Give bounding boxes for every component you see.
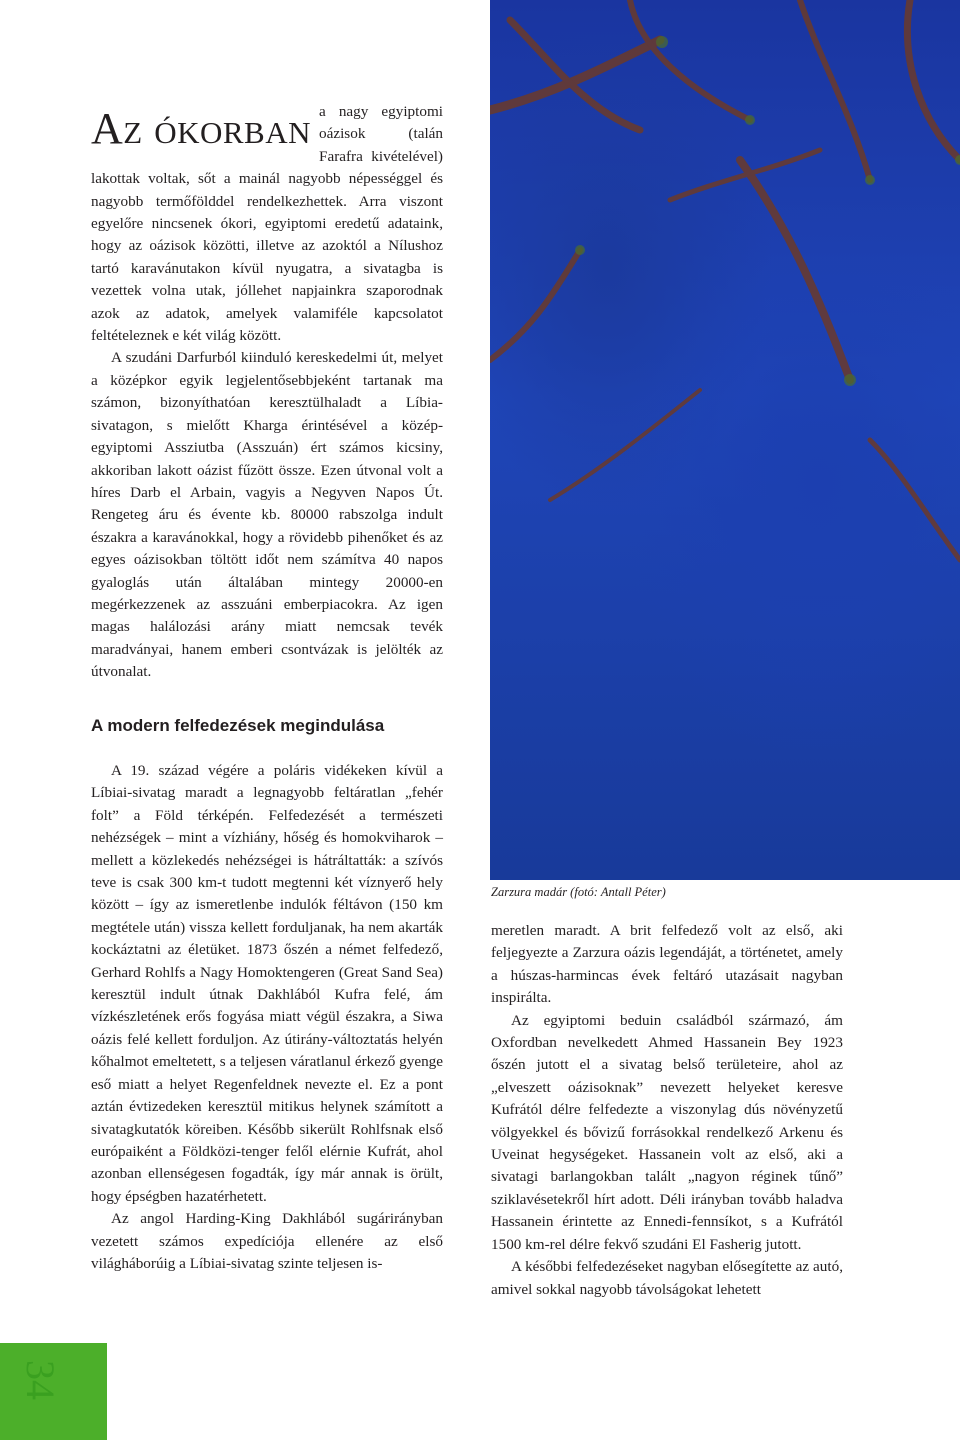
- section-paragraph-2-start: Az angol Harding-King Dakhlából sugárirányban vezetett számos expedíciója ellenére az első világháborúig a Líbiai-sivatag szinte teljesen is-: [91, 1210, 443, 1272]
- intro-first-paragraph: [91, 101, 443, 347]
- branches-graphic: [490, 0, 960, 880]
- intro-section: [91, 101, 443, 684]
- section-left-column: [91, 760, 443, 1275]
- section-paragraph-3: Az egyiptomi beduin családból származó, ám Oxfordban nevelkedett Ahmed Hassanein Bey 1923 őszén jutott el a sivatag belső területeire, ahol az „elveszett oázisoknak” nevezett helyeket keresve Kufrától délre felfedezte a viszonylag dús növényzetű völgyekkel és bővizű forrásokkal rendelkező Arkenu és Uveinat hegységeket. Hassanein volt az első, aki a sivatagi barlangokban talált „nagyon réginek tűnő” sziklavésetekről hírt adott. Déli irányban tovább haladva Hassanein érintette az Ennedi-fennsíkot, s a Kufrától 1500 km-rel délre fekvő szudáni El Fasherig jutott.: [491, 1011, 843, 1253]
- section-heading: A modern felfedezések megindulása: [91, 716, 385, 735]
- section-paragraph-1: A 19. század végére a poláris vidékeken kívül a Líbiai-sivatag maradt a legnagyobb feltáratlan „fehér folt” a Föld térképén. Felfedezését a természeti nehézségek – mint a vízhiány, hőség és homokviharok – mellett a közlekedés nehézségei is hátráltatták: a szívós teve is csak 300 km-t tudott megtenni két víznyerő hely között – így az ismeretlenbe indulók féltávon (150 km megtétele után) vissza kellett forduljanak, ha nem akarták kockáztatni az életüket. 1873 őszén a német felfedező, Gerhard Rohlfs a Nagy Homoktengeren (Great Sand Sea) keresztül indult útnak Dakhlából Kufra felé, ám vízkészletének erős fogyása miatt végül északra, a Siwa oázis felé kellett forduljon. Az útirány-változtatás helyén kőhalmot emeltetett, s a teljesen váratlanul érkező gyenge eső miatt a helyet Regenfeldnek nevezte el. Ez a pont aztán évtizedeken keresztül mitikus helynek számított a sivatagkutatók köreiben. Később sikerült Rohlfsnak első európaiként a Földközi-tenger felől elérnie Kufrát, ahol azonban ellenségesen fogadták, így már annak is örült, hogy épségben hazatérhetett.: [91, 762, 443, 1205]
- dropcap-heading: Az ókorban: [91, 104, 312, 153]
- intro-second-paragraph: A szudáni Darfurból kiinduló kereskedelmi út, melyet a középkor egyik legjelentősebbjeként tartanak ma számon, bizonyíthatóan keresztülhaladt a Líbia-sivatagon, s mielőtt Kharga érintésével a közép-egyiptomi Assziutba (Asszuán) ért számos kicsiny, akkoriban lakott oázist fűzött össze. Ezen útvonal volt a híres Darb el Arbain, vagyis a Negyven Napos Út. Rengeteg áru és évente kb. 80000 rabszolga indult északra a karavánokkal, hogy a rövidebb pihenőket és az egyes oázisokban töltött időt nem számítva 40 napos gyaloglás után általában mintegy 20000-en megérkezzenek az asszuáni emberpiacokra. Az igen magas halálozási arány miatt nemcsak tevék maradványai, hanem emberi csontvázak is jelölték az útvonalat.: [91, 349, 443, 681]
- intro-first-text: a nagy egyiptomi oázisok (talán Farafra kivételével) lakottak voltak, sőt a mainál nagyobb népességgel és nagyobb termőfölddel rendelkezhettek. Arra viszont egyelőre nincsenek ókori, egyiptomi eredetű adataink, hogy az oázisok közötti, illetve az azoktól a Nílushoz tartó karavánutakon kívül nyugatra, a sivatagba is vezettek volna utak, jóllehet napjainkra szaporodnak azok az adatok, amelyek valamiféle kapcsolatot feltételeznek e két világ között.: [91, 103, 443, 345]
- section-paragraph-4: A későbbi felfedezéseket nagyban elősegítette az autó, amivel sokkal nagyobb távolságokat lehetett: [491, 1258, 843, 1298]
- section-right-column: [491, 920, 843, 1301]
- photo-caption: Zarzura madár (fotó: Antall Péter): [491, 885, 666, 899]
- page-number: 34: [18, 1360, 63, 1400]
- bird-photo: [490, 0, 960, 880]
- section-paragraph-2-end: meretlen maradt. A brit felfedező volt az első, aki feljegyezte a Zarzura oázis legendáját, a történetet, amely a húszas-harmincas évek feltáró utazásait nagyban inspirálta.: [491, 922, 843, 1007]
